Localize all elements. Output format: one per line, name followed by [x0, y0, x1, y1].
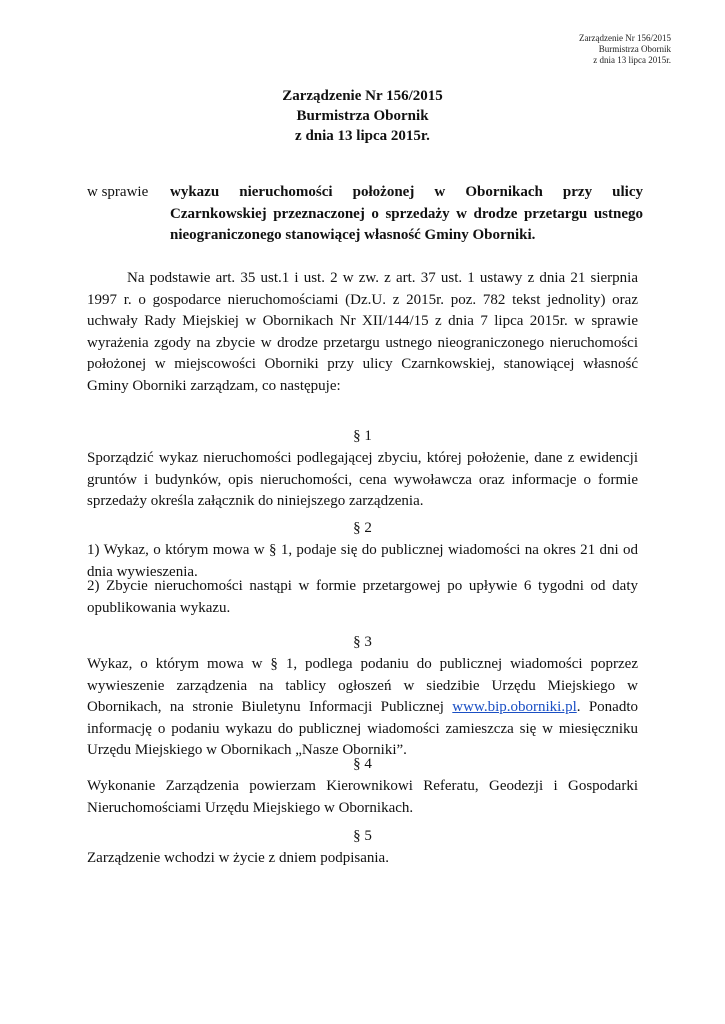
section-2-item-1: 1) Wykaz, o którym mowa w § 1, podaje się do publicznej wiadomości na okres 21 dni od dnia wywieszenia. [87, 542, 638, 580]
section-5-text: Zarządzenie wchodzi w życie z dniem podpisania. [87, 850, 389, 866]
subject-text: wykazu nieruchomości położonej w Obornikach przy ulicy Czarnkowskiej przeznaczonej o sprzedaży w drodze przetargu ustnego nieograniczonego stanowiącej własność Gminy Oborniki. [170, 184, 643, 243]
document-title [0, 86, 725, 146]
section-1-text: Sporządzić wykaz nieruchomości podlegającej zbyciu, której położenie, dane z ewidencji gruntów i budynków, opis nieruchomości, cena wywoławcza oraz informacje o formie sprzedaży określa załącznik do niniejszego zarządzenia. [87, 450, 638, 509]
header-reference [579, 33, 671, 66]
header-reference-line-2: Burmistrza Obornik [598, 44, 671, 54]
section-2-item-2: 2) Zbycie nieruchomości nastąpi w formie przetargowej po upływie 6 tygodni od daty opublikowania wykazu. [87, 578, 638, 616]
subject-label: w sprawie [87, 184, 149, 200]
title-line-3: z dnia 13 lipca 2015r. [295, 128, 430, 144]
section-3-text [87, 654, 638, 762]
section-3-heading: § 3 [353, 634, 372, 650]
bip-link[interactable]: www.bip.oborniki.pl [452, 699, 577, 715]
title-line-2: Burmistrza Obornik [296, 108, 429, 124]
title-line-1: Zarządzenie Nr 156/2015 [282, 88, 443, 104]
section-4-text: Wykonanie Zarządzenia powierzam Kierownikowi Referatu, Geodezji i Gospodarki Nieruchomościami Urzędu Miejskiego w Obornikach. [87, 778, 638, 816]
preamble-paragraph: Na podstawie art. 35 ust.1 i ust. 2 w zw. z art. 37 ust. 1 ustawy z dnia 21 sierpnia 1997 r. o gospodarce nieruchomościami (Dz.U. z 2015r. poz. 782 tekst jednolity) oraz uchwały Rady Miejskiej w Obornikach Nr XII/144/15 z dnia 7 lipca 2015r. w sprawie wyrażenia zgody na zbycie w drodze przetargu ustnego nieograniczonego nieruchomości położonej w miejscowości Oborniki przy ulicy Czarnkowskiej, stanowiącej własność Gminy Oborniki zarządzam, co następuje: [87, 270, 638, 394]
header-reference-line-1: Zarządzenie Nr 156/2015 [579, 33, 671, 43]
section-5-heading: § 5 [353, 828, 372, 844]
header-reference-line-3: z dnia 13 lipca 2015r. [593, 55, 671, 65]
section-1-heading: § 1 [353, 428, 372, 444]
section-4-heading: § 4 [353, 756, 372, 772]
section-3-text-before: Wykaz, o którym mowa w § 1, podlega podaniu do publicznej wiadomości poprzez wywieszenie zarządzenia na tablicy ogłoszeń w siedzibie Urzędu Miejskiego w Obornikach, na stronie Biuletynu Informacji Publicznej [87, 656, 638, 715]
section-3-text-after: . Ponadto informację o podaniu wykazu do publicznej wiadomości zamieszcza się w miesięczniku Urzędu Miejskiego w Obornikach „Nasze Oborniki”. [87, 699, 638, 758]
section-2-heading: § 2 [353, 520, 372, 536]
